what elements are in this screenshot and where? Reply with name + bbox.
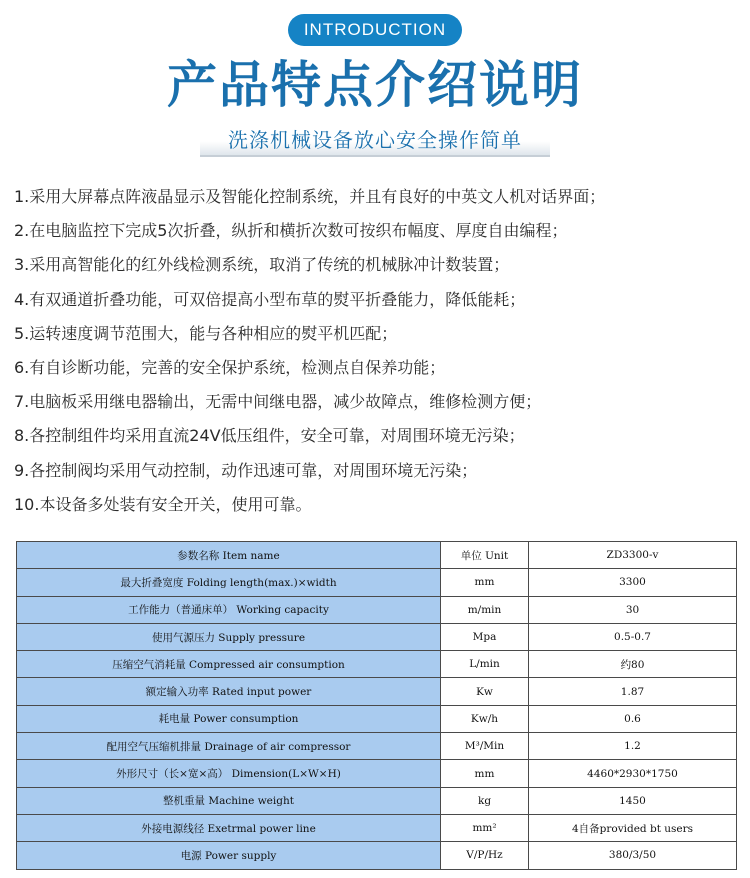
value-cell: 0.5-0.7	[529, 623, 737, 650]
table-row	[17, 569, 737, 596]
value-cell: 30	[529, 596, 737, 623]
feature-list	[14, 184, 744, 526]
header-cell-item: 参数名称 Item name	[17, 542, 441, 569]
unit-cell: L/min	[441, 651, 529, 678]
table-row	[17, 842, 737, 869]
table-row	[17, 705, 737, 732]
unit-cell: M³/Min	[441, 733, 529, 760]
table-row	[17, 787, 737, 814]
feature-item: 3.采用高智能化的红外线检测系统，取消了传统的机械脉冲计数装置；	[14, 255, 510, 275]
table-row	[17, 651, 737, 678]
unit-cell: mm²	[441, 814, 529, 841]
spec-table	[16, 541, 737, 870]
param-name-cell: 使用气源压力 Supply pressure	[17, 623, 441, 650]
param-name-cell: 工作能力（普通床单） Working capacity	[17, 596, 441, 623]
unit-cell: mm	[441, 760, 529, 787]
feature-item: 10.本设备多处装有安全开关，使用可靠。	[14, 494, 312, 514]
feature-item: 9.各控制阀均采用气动控制，动作迅速可靠，对周围环境无污染；	[14, 460, 478, 480]
header-cell-model: ZD3300-v	[529, 542, 737, 569]
feature-item: 8.各控制组件均采用直流24V低压组件，安全可靠，对周围环境无污染；	[14, 426, 525, 446]
unit-cell: Kw/h	[441, 705, 529, 732]
header-cell-unit: 单位 Unit	[441, 542, 529, 569]
table-row	[17, 814, 737, 841]
feature-item: 1.采用大屏幕点阵液晶显示及智能化控制系统，并且有良好的中英文人机对话界面；	[14, 187, 606, 206]
param-name-cell: 电源 Power supply	[17, 842, 441, 869]
feature-item: 2.在电脑监控下完成5次折叠，纵折和横折次数可按织布幅度、厚度自由编程；	[14, 221, 568, 241]
param-name-cell: 整机重量 Machine weight	[17, 787, 441, 814]
unit-cell: Kw	[441, 678, 529, 705]
feature-item: 4.有双通道折叠功能，可双倍提高小型布草的熨平折叠能力，降低能耗；	[14, 289, 526, 309]
table-row	[17, 760, 737, 787]
value-cell: 1.2	[529, 733, 737, 760]
subtitle-banner	[200, 121, 550, 157]
value-cell: 4460*2930*1750	[529, 760, 737, 787]
param-name-cell: 耗电量 Power consumption	[17, 705, 441, 732]
unit-cell: Mpa	[441, 623, 529, 650]
value-cell: 380/3/50	[529, 842, 737, 869]
value-cell: 0.6	[529, 705, 737, 732]
table-row	[17, 596, 737, 623]
feature-item: 5.运转速度调节范围大，能与各种相应的熨平机匹配；	[14, 323, 398, 343]
value-cell: 4自备provided bt users	[529, 814, 737, 841]
subtitle-text: 洗涤机械设备放心安全操作简单	[228, 127, 522, 152]
param-name-cell: 配用空气压缩机排量 Drainage of air compressor	[17, 733, 441, 760]
page-title: 产品特点介绍说明	[167, 56, 583, 114]
table-row	[17, 678, 737, 705]
param-name-cell: 外接电源线径 Exetrmal power line	[17, 814, 441, 841]
value-cell: 3300	[529, 569, 737, 596]
param-name-cell: 外形尺寸（长×宽×高） Dimension(L×W×H)	[17, 760, 441, 787]
unit-cell: m/min	[441, 596, 529, 623]
feature-item: 7.电脑板采用继电器输出，无需中间继电器，减少故障点，维修检测方便；	[14, 392, 542, 412]
unit-cell: V/P/Hz	[441, 842, 529, 869]
table-row	[17, 733, 737, 760]
value-cell: 1450	[529, 787, 737, 814]
unit-cell: kg	[441, 787, 529, 814]
value-cell: 约80	[529, 651, 737, 678]
value-cell: 1.87	[529, 678, 737, 705]
table-row	[17, 623, 737, 650]
table-header-row	[17, 542, 737, 569]
param-name-cell: 额定输入功率 Rated input power	[17, 678, 441, 705]
introduction-badge: INTRODUCTION	[288, 14, 462, 46]
param-name-cell: 压缩空气消耗量 Compressed air consumption	[17, 651, 441, 678]
feature-item: 6.有自诊断功能，完善的安全保护系统，检测点自保养功能；	[14, 357, 446, 377]
param-name-cell: 最大折叠宽度 Folding length(max.)×width	[17, 569, 441, 596]
unit-cell: mm	[441, 569, 529, 596]
